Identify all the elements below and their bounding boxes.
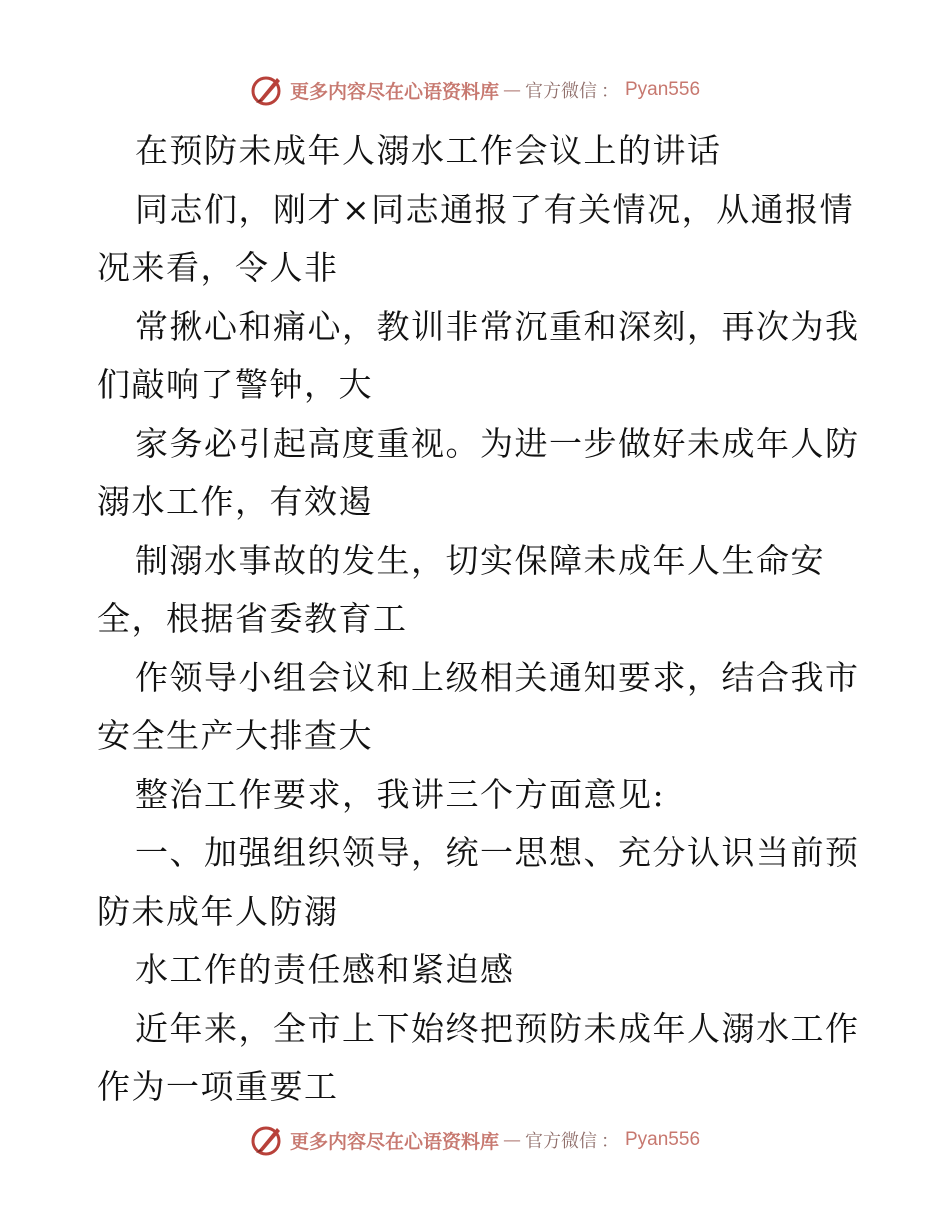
banner-main-text: 更多内容尽在心语资料库 <box>289 80 499 103</box>
paragraph-line: 溺水工作，有效遏 <box>97 482 373 521</box>
quill-pen-seal-icon <box>250 1123 284 1157</box>
footer-banner <box>0 1120 950 1160</box>
paragraph-line: 作为一项重要工 <box>97 1067 339 1106</box>
quill-pen-seal-icon <box>250 73 284 107</box>
paragraph-line: 们敲响了警钟，大 <box>97 365 373 404</box>
banner-colon: ： <box>601 1131 619 1152</box>
document-body <box>97 122 860 1117</box>
banner-separator: — <box>503 79 521 101</box>
header-banner <box>0 70 950 110</box>
banner-wechat-handle: Pyan556 <box>625 79 701 100</box>
banner-wechat-handle: Pyan556 <box>625 1129 701 1150</box>
paragraph-line: 全，根据省委教育工 <box>97 599 408 638</box>
section-heading-line: 一、加强组织领导，统一思想、充分认识当前预 <box>135 833 860 872</box>
paragraph-line: 况来看，令人非 <box>97 248 339 287</box>
paragraph-line: 同志们，刚才×同志通报了有关情况，从通报情 <box>135 189 855 229</box>
section-heading-line: 防未成年人防溺 <box>97 891 339 931</box>
banner-main-text: 更多内容尽在心语资料库 <box>289 1130 499 1153</box>
banner-colon: ： <box>601 81 619 102</box>
paragraph-line: 安全生产大排查大 <box>97 716 373 755</box>
paragraph-line: 作领导小组会议和上级相关通知要求，结合我市 <box>135 657 860 697</box>
paragraph-line: 整治工作要求，我讲三个方面意见: <box>135 774 666 814</box>
section-heading-line: 水工作的责任感和紧迫感 <box>135 950 515 989</box>
banner-wechat-label: 官方微信 <box>525 1131 597 1152</box>
paragraph-line: 家务必引起高度重视。为进一步做好未成年人防 <box>135 423 860 463</box>
banner-wechat-label: 官方微信 <box>525 81 597 102</box>
paragraph-line: 近年来，全市上下始终把预防未成年人溺水工作 <box>135 1008 860 1048</box>
paragraph-line: 常揪心和痛心，教训非常沉重和深刻，再次为我 <box>135 306 860 346</box>
document-title: 在预防未成年人溺水工作会议上的讲话 <box>135 131 722 170</box>
paragraph-line: 制溺水事故的发生，切实保障未成年人生命安 <box>135 540 825 580</box>
banner-separator: — <box>503 1129 521 1151</box>
